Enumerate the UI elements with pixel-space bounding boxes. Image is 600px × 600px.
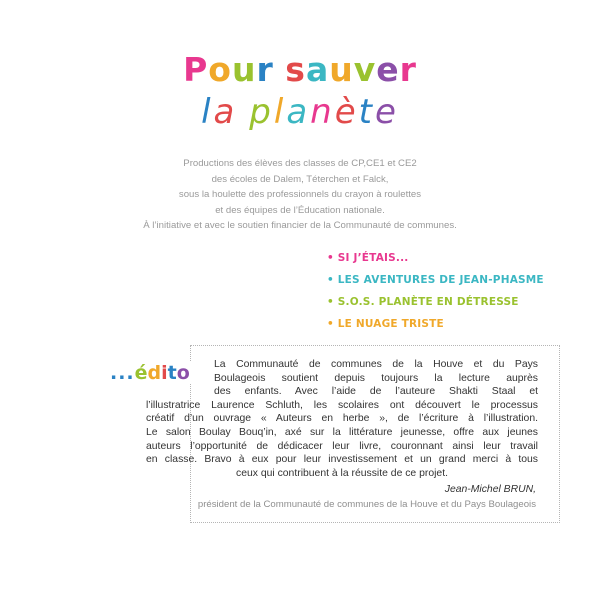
- title-letter: è: [334, 92, 359, 132]
- edito-line: en classe. Bravo à eux pour leur investissement et un grand merci à tous: [146, 454, 538, 466]
- title-letter: a: [286, 92, 311, 132]
- intro-text: [0, 156, 600, 234]
- intro-line: sous la houlette des professionnels du crayon à roulettes: [178, 189, 422, 201]
- title-letter: P: [183, 50, 209, 89]
- intro-line: et des équipes de l’Éducation nationale.: [215, 204, 385, 216]
- intro-line: À l’initiative et avec le soutien financier de la Communauté de communes.: [143, 220, 457, 232]
- title-letter: l: [273, 92, 287, 132]
- title-letter: r: [256, 50, 274, 89]
- story-list: [327, 247, 544, 335]
- title-letter: l: [201, 92, 214, 132]
- story-item: • S.O.S. PLANÈTE EN DÉTRESSE: [327, 296, 519, 308]
- title-line-1: [0, 50, 600, 89]
- title-letter: s: [285, 50, 306, 89]
- edito-line: auteurs l’opportunité de dédicacer leur livre, couronnant ainsi leur travail: [146, 440, 538, 452]
- title-letter: p: [249, 92, 274, 132]
- story-item: • SI J’ÉTAIS...: [327, 252, 409, 264]
- edito-letter: é: [134, 362, 148, 384]
- signature-role: président de la Communauté de communes de la Houve et du Pays Boulageois: [197, 499, 536, 510]
- signature-name: Jean-Michel BRUN,: [444, 484, 536, 495]
- edito-letter: i: [161, 362, 168, 384]
- title-letter: u: [329, 50, 354, 89]
- title-letter: a: [213, 92, 238, 132]
- title-letter: t: [358, 92, 375, 132]
- edito-line: des enfants. Avec l’aide de l’auteure Shakti Staal et: [214, 386, 538, 398]
- title-letter: r: [399, 50, 417, 89]
- edito-letter: o: [176, 362, 190, 384]
- edito-intro-lines: [214, 358, 538, 399]
- edito-word: [135, 362, 190, 384]
- edito-line: Boulageois soutient depuis toujours la lecture auprès: [214, 372, 538, 384]
- edito-dots: ...: [110, 362, 135, 384]
- title-letter: n: [310, 92, 335, 132]
- intro-line: Productions des élèves des classes de CP,CE1 et CE2: [183, 158, 417, 169]
- title-letter: [274, 50, 286, 89]
- story-item: • LES AVENTURES DE JEAN-PHASME: [327, 274, 544, 286]
- edito-line: l’illustratrice Laurence Schluth, les scolaires ont découvert le processus: [146, 399, 538, 411]
- title-letter: e: [376, 50, 400, 89]
- edito-last-line: ceux qui contribuent à la réussite de ce projet.: [236, 467, 448, 479]
- title-letter: v: [353, 50, 377, 89]
- title-letter: u: [231, 50, 257, 89]
- edito-letter: t: [167, 362, 177, 384]
- title-letter: a: [305, 50, 330, 89]
- title-line-2: [0, 92, 600, 132]
- edito-body-lines: [146, 399, 538, 481]
- edito-letter: d: [147, 362, 162, 384]
- edito-line: créatif d’un ouvrage « Auteurs en herbe », de l’écriture à l’illustration.: [146, 413, 538, 425]
- edito-heading: [110, 362, 194, 384]
- story-item: • LE NUAGE TRISTE: [327, 318, 444, 330]
- edito-line: Le salon Boulay Bouq’in, axé sur la littérature jeunesse, offre aux jeunes: [146, 426, 538, 438]
- title-letter: o: [208, 50, 232, 89]
- intro-line: des écoles de Dalem, Téterchen et Falck,: [211, 173, 389, 185]
- title-letter: e: [374, 92, 399, 132]
- edito-line: La Communauté de communes de la Houve et du Pays: [214, 359, 538, 370]
- title-letter: [237, 92, 249, 132]
